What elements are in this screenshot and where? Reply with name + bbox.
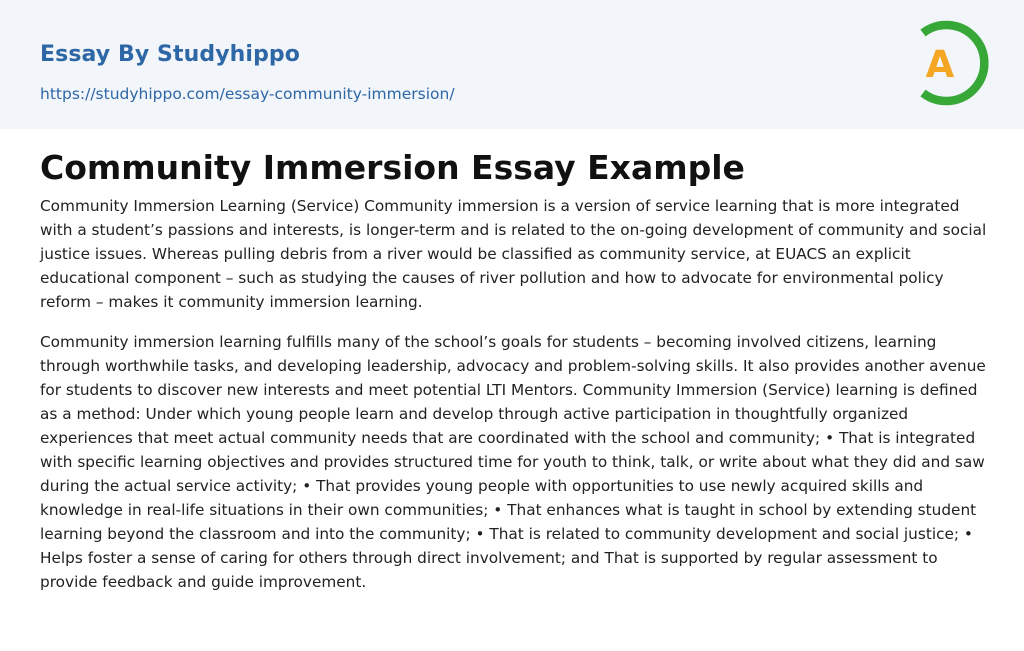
logo-letter: A	[925, 43, 955, 86]
site-brand[interactable]: Essay By Studyhippo	[40, 42, 300, 67]
source-url-link[interactable]: https://studyhippo.com/essay-community-immersion/	[40, 85, 455, 103]
site-header	[0, 0, 1024, 129]
essay-paragraph: Community immersion learning fulfills many of the school’s goals for students – becoming involved citizens, learning through worthwhile tasks, and developing leadership, advocacy and problem-solving skills. It also provides another avenue for students to discover new interests and meet potential LTI Mentors. Community Immersion (Service) learning is defined as a method: Under which young people learn and develop through active participation in thoughtfully organized experiences that meet actual community needs that are coordinated with the school and community; • That is integrated with specific learning objectives and provides structured time for youth to think, talk, or write about what they did and saw during the actual service activity; • That provides young people with opportunities to use newly acquired skills and knowledge in real-life situations in their own communities; • That enhances what is taught in school by extending student learning beyond the classroom and into the community; • That is related to community development and social justice; • Helps foster a sense of caring for others through direct involvement; and That is supported by regular assessment to provide feedback and guide improvement.	[40, 333, 986, 591]
essay-body	[40, 194, 990, 610]
page-title: Community Immersion Essay Example	[40, 148, 745, 187]
essay-paragraph: Community Immersion Learning (Service) Community immersion is a version of service learning that is more integrated with a student’s passions and interests, is longer-term and is related to the on-going development of community and social justice issues. Whereas pulling debris from a river would be classified as community service, at EUACS an explicit educational component – such as studying the causes of river pollution and how to advocate for environmental policy reform – makes it community immersion learning.	[40, 197, 987, 311]
studyhippo-logo-icon[interactable]	[910, 18, 990, 108]
